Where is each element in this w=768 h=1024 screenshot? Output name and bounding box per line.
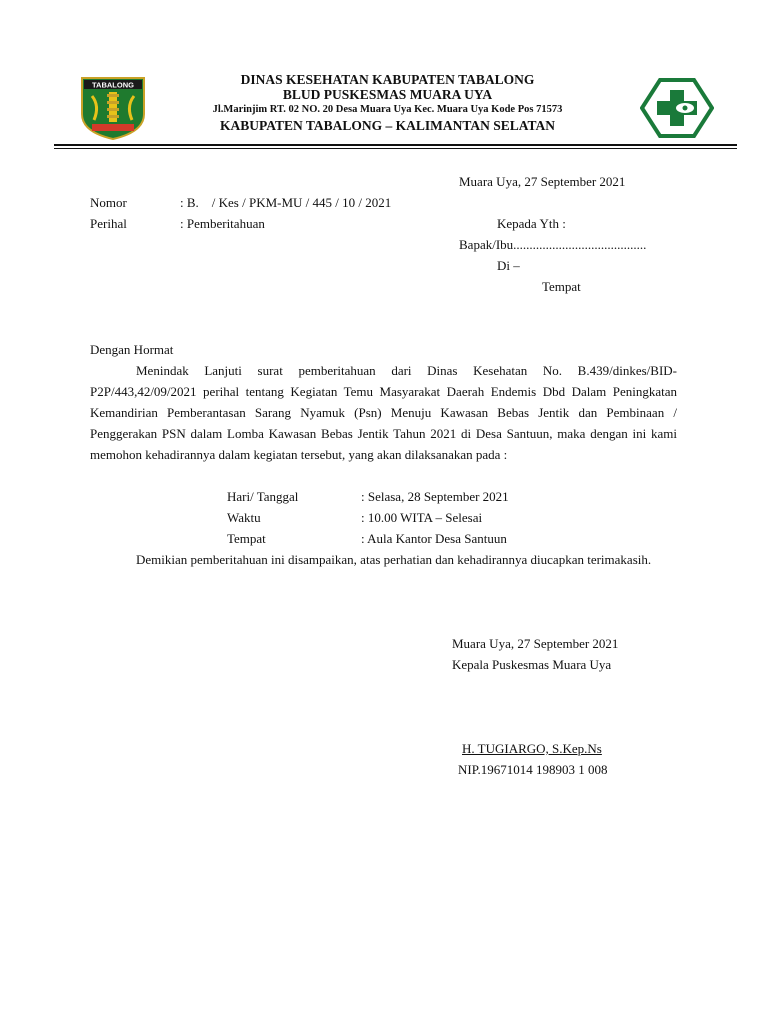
letter-date: Muara Uya, 27 September 2021 xyxy=(459,174,626,189)
nomor-label: Nomor xyxy=(90,195,127,210)
tabalong-regency-emblem xyxy=(78,76,148,140)
recipient-name: Bapak/Ibu......................................... xyxy=(459,237,647,252)
letterhead-divider-thin xyxy=(54,148,737,149)
letterhead-divider xyxy=(54,144,737,146)
signatory-nip: NIP.19671014 198903 1 008 xyxy=(458,762,608,777)
puskesmas-logo-icon xyxy=(640,78,714,138)
detail-day-label: Hari/ Tanggal xyxy=(227,489,299,504)
greeting: Dengan Hormat xyxy=(90,342,174,357)
perihal-label: Perihal xyxy=(90,216,127,231)
letterhead-address: Jl.Marinjim RT. 02 NO. 20 Desa Muara Uya Kec. Muara Uya Kode Pos 71573 xyxy=(212,104,563,115)
closing-paragraph: Demikian pemberitahuan ini disampaikan, atas perhatian dan kehadirannya diucapkan terimakasih. xyxy=(136,552,652,567)
emblem-title-text: TABALONG xyxy=(92,80,134,90)
letterhead-institution: BLUD PUSKESMAS MUARA UYA xyxy=(282,87,493,102)
detail-time-label: Waktu xyxy=(227,510,261,525)
recipient-place: Tempat xyxy=(542,279,581,294)
signature-position: Kepala Puskesmas Muara Uya xyxy=(452,657,612,672)
letterhead-region: KABUPATEN TABALONG – KALIMANTAN SELATAN xyxy=(219,118,556,133)
body-paragraph: Menindak Lanjuti surat pemberitahuan dari Dinas Kesehatan No. B.439/dinkes/BID-P2P/443,42/09/2021 perihal tentang Kegiatan Temu Masyarakat Daerah Endemis Dbd Dalam Peningkatan Kemandirian Pemberantasan Sarang Nyamuk (Psn) Menuju Kawasan Bebas Jentik dan Pembinaan / Penggerakan PSN dalam Lomba Kawasan Bebas Jentik Tahun 2021 di Desa Santuun, maka dengan ini kami memohon kehadirannya dalam kegiatan tersebut, yang akan dilaksanakan pada : xyxy=(90,363,677,462)
nomor-value: : B. / Kes / PKM-MU / 445 / 10 / 2021 xyxy=(180,195,392,210)
detail-day-value: : Selasa, 28 September 2021 xyxy=(361,489,509,504)
detail-place-value: : Aula Kantor Desa Santuun xyxy=(361,531,507,546)
detail-place-label: Tempat xyxy=(227,531,266,546)
recipient-kepada: Kepada Yth : xyxy=(497,216,566,231)
signature-date: Muara Uya, 27 September 2021 xyxy=(452,636,619,651)
detail-time-value: : 10.00 WITA – Selesai xyxy=(361,510,483,525)
letterhead-agency: DINAS KESEHATAN KABUPATEN TABALONG xyxy=(240,72,535,87)
signatory-name: H. TUGIARGO, S.Kep.Ns xyxy=(462,741,602,756)
perihal-value: : Pemberitahuan xyxy=(180,216,265,231)
recipient-di: Di – xyxy=(497,258,520,273)
